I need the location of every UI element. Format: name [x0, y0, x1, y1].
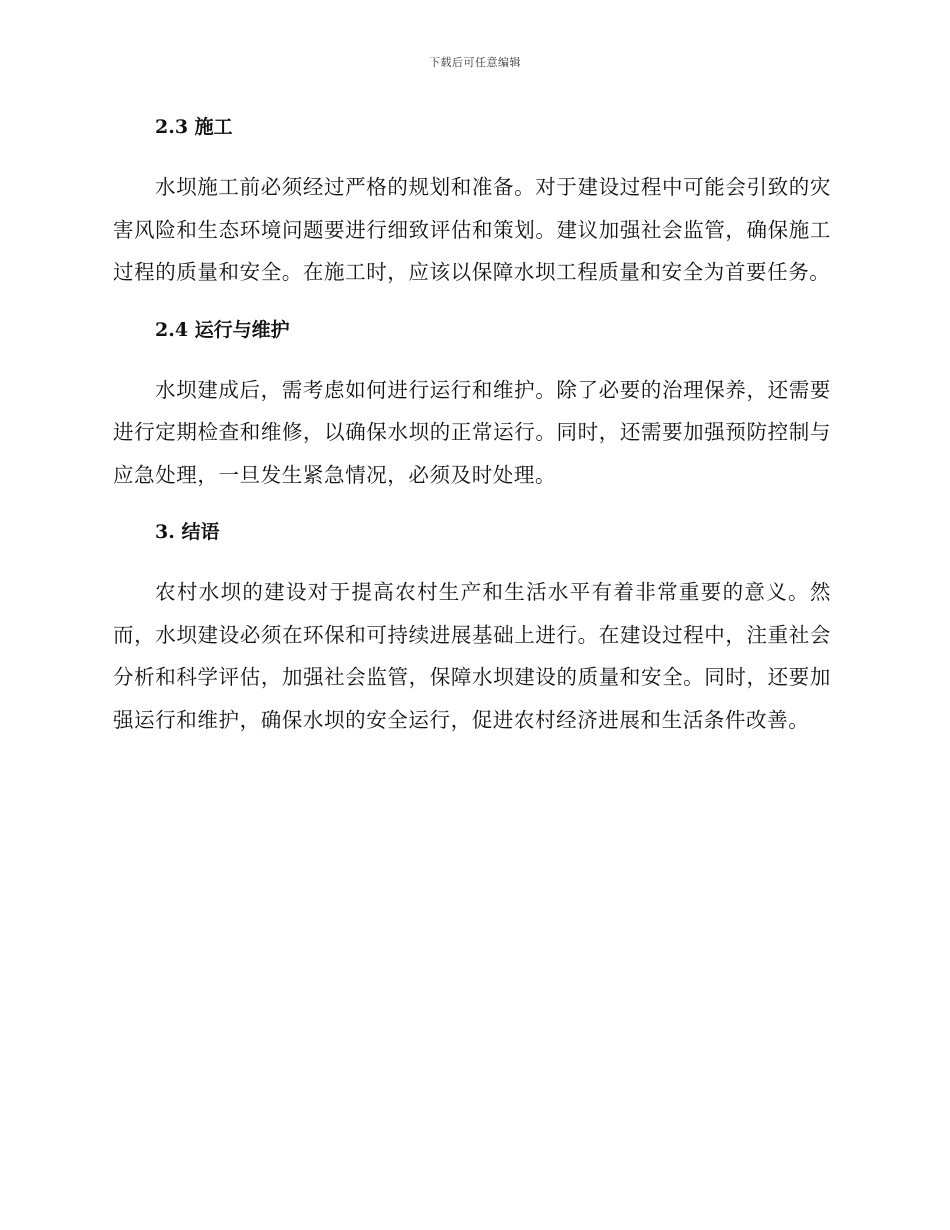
section-heading-construction: 2.3 施工 — [155, 116, 233, 138]
page-header-note: 下载后可任意编辑 — [429, 56, 521, 69]
document-body — [113, 112, 831, 741]
section-paragraph-operation-maintenance: 水坝建成后，需考虑如何进行运行和维护。除了必要的治理保养，还需要进行定期检查和维修，以确保水坝的正常运行。同时，还需要加强预防控制与应急处理，一旦发生紧急情况，必须及时处理。 — [113, 377, 831, 487]
section-paragraph-conclusion: 农村水坝的建设对于提高农村生产和生活水平有着非常重要的意义。然而，水坝建设必须在环保和可持续进展基础上进行。在建设过程中，注重社会分析和科学评估，加强社会监管，保障水坝建设的质量和安全。同时，还要加强运行和维护，确保水坝的安全运行，促进农村经济进展和生活条件改善。 — [113, 580, 831, 732]
section-heading-operation-maintenance: 2.4 运行与维护 — [155, 318, 290, 341]
section-paragraph-construction: 水坝施工前必须经过严格的规划和准备。对于建设过程中可能会引致的灾害风险和生态环境问题要进行细致评估和策划。建议加强社会监管，确保施工过程的质量和安全。在施工时，应该以保障水坝工程质量和安全为首要任务。 — [113, 175, 831, 284]
section-heading-conclusion: 3. 结语 — [155, 521, 220, 543]
